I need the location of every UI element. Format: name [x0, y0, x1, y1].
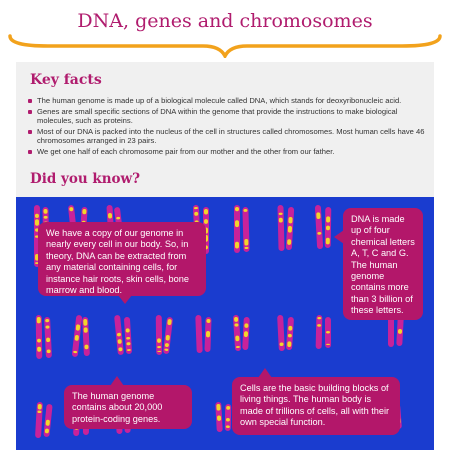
chromosome — [286, 207, 294, 250]
chromosome — [72, 315, 83, 357]
bullet-icon — [28, 150, 32, 154]
chromosome — [36, 315, 43, 359]
key-fact-item — [28, 147, 426, 157]
did-you-know-heading: Did you know? — [30, 171, 141, 187]
chromosome — [44, 317, 52, 358]
chromosome — [43, 404, 52, 437]
fact-bubble-genome-copy: We have a copy of our genome in nearly every cell in our body. So, in theory, DNA can be extracted from any material containing cells, for instance hair roots, skin cells, bone marrow and blood. — [38, 222, 206, 296]
chromosome — [233, 315, 241, 351]
fact-bubble-dna-letters: DNA is made up of four chemical letters A, T, C and G. The human genome contains more than 3 billion of these letters. — [343, 208, 423, 320]
chromosome — [124, 317, 132, 354]
chromosome — [242, 317, 250, 350]
key-fact-text: Genes are small specific sections of DNA within the genome that provide the instructions to make biological molecules, such as proteins. — [37, 106, 398, 126]
chromosome — [204, 317, 211, 352]
key-fact-text: We get one half of each chromosome pair from our mother and the other from our father. — [37, 146, 335, 156]
fact-bubble-cells: Cells are the basic building blocks of living things. The human body is made of trillions of cells, all with their own special function. — [232, 377, 400, 435]
bullet-icon — [28, 110, 32, 114]
fact-bubble-protein-genes: The human genome contains about 20,000 protein-coding genes. — [64, 385, 192, 429]
bubble-tail — [118, 295, 132, 304]
chromosome — [396, 317, 404, 346]
page-title: DNA, genes and chromosomes — [77, 10, 373, 32]
key-fact-text: Most of our DNA is packed into the nucleus of the cell in structures called chromosomes. Most human cells have 46 chromosomes arranged in 23 pairs. — [37, 126, 425, 146]
chromosome — [163, 317, 173, 354]
chromosome — [225, 404, 232, 431]
key-facts-heading: Key facts — [30, 72, 102, 88]
bubble-tail — [110, 376, 124, 386]
chromosome — [315, 205, 323, 249]
bullet-icon — [28, 99, 32, 103]
chromosome — [234, 205, 240, 253]
chromosome — [242, 207, 249, 252]
key-fact-item — [28, 127, 426, 146]
chromosome — [277, 315, 285, 351]
key-facts-list — [28, 96, 426, 158]
bubble-tail — [334, 230, 344, 244]
chromosome — [35, 402, 43, 438]
key-fact-item — [28, 107, 426, 126]
key-fact-text: The human genome is made up of a biological molecule called DNA, which stands for deoxyribonucleic acid. — [37, 96, 402, 105]
chromosome — [114, 315, 124, 355]
key-fact-item — [28, 96, 426, 106]
chromosome — [82, 317, 90, 356]
orange-brace-divider — [8, 34, 442, 58]
chromosome — [316, 315, 323, 349]
bullet-icon — [28, 130, 32, 134]
chromosome — [156, 315, 162, 355]
chromosome — [215, 402, 223, 432]
chromosome — [286, 317, 294, 350]
chromosome — [277, 205, 284, 251]
chromosome — [325, 317, 331, 348]
chromosome — [325, 207, 332, 248]
chromosome — [195, 315, 202, 353]
bubble-tail — [258, 368, 272, 378]
